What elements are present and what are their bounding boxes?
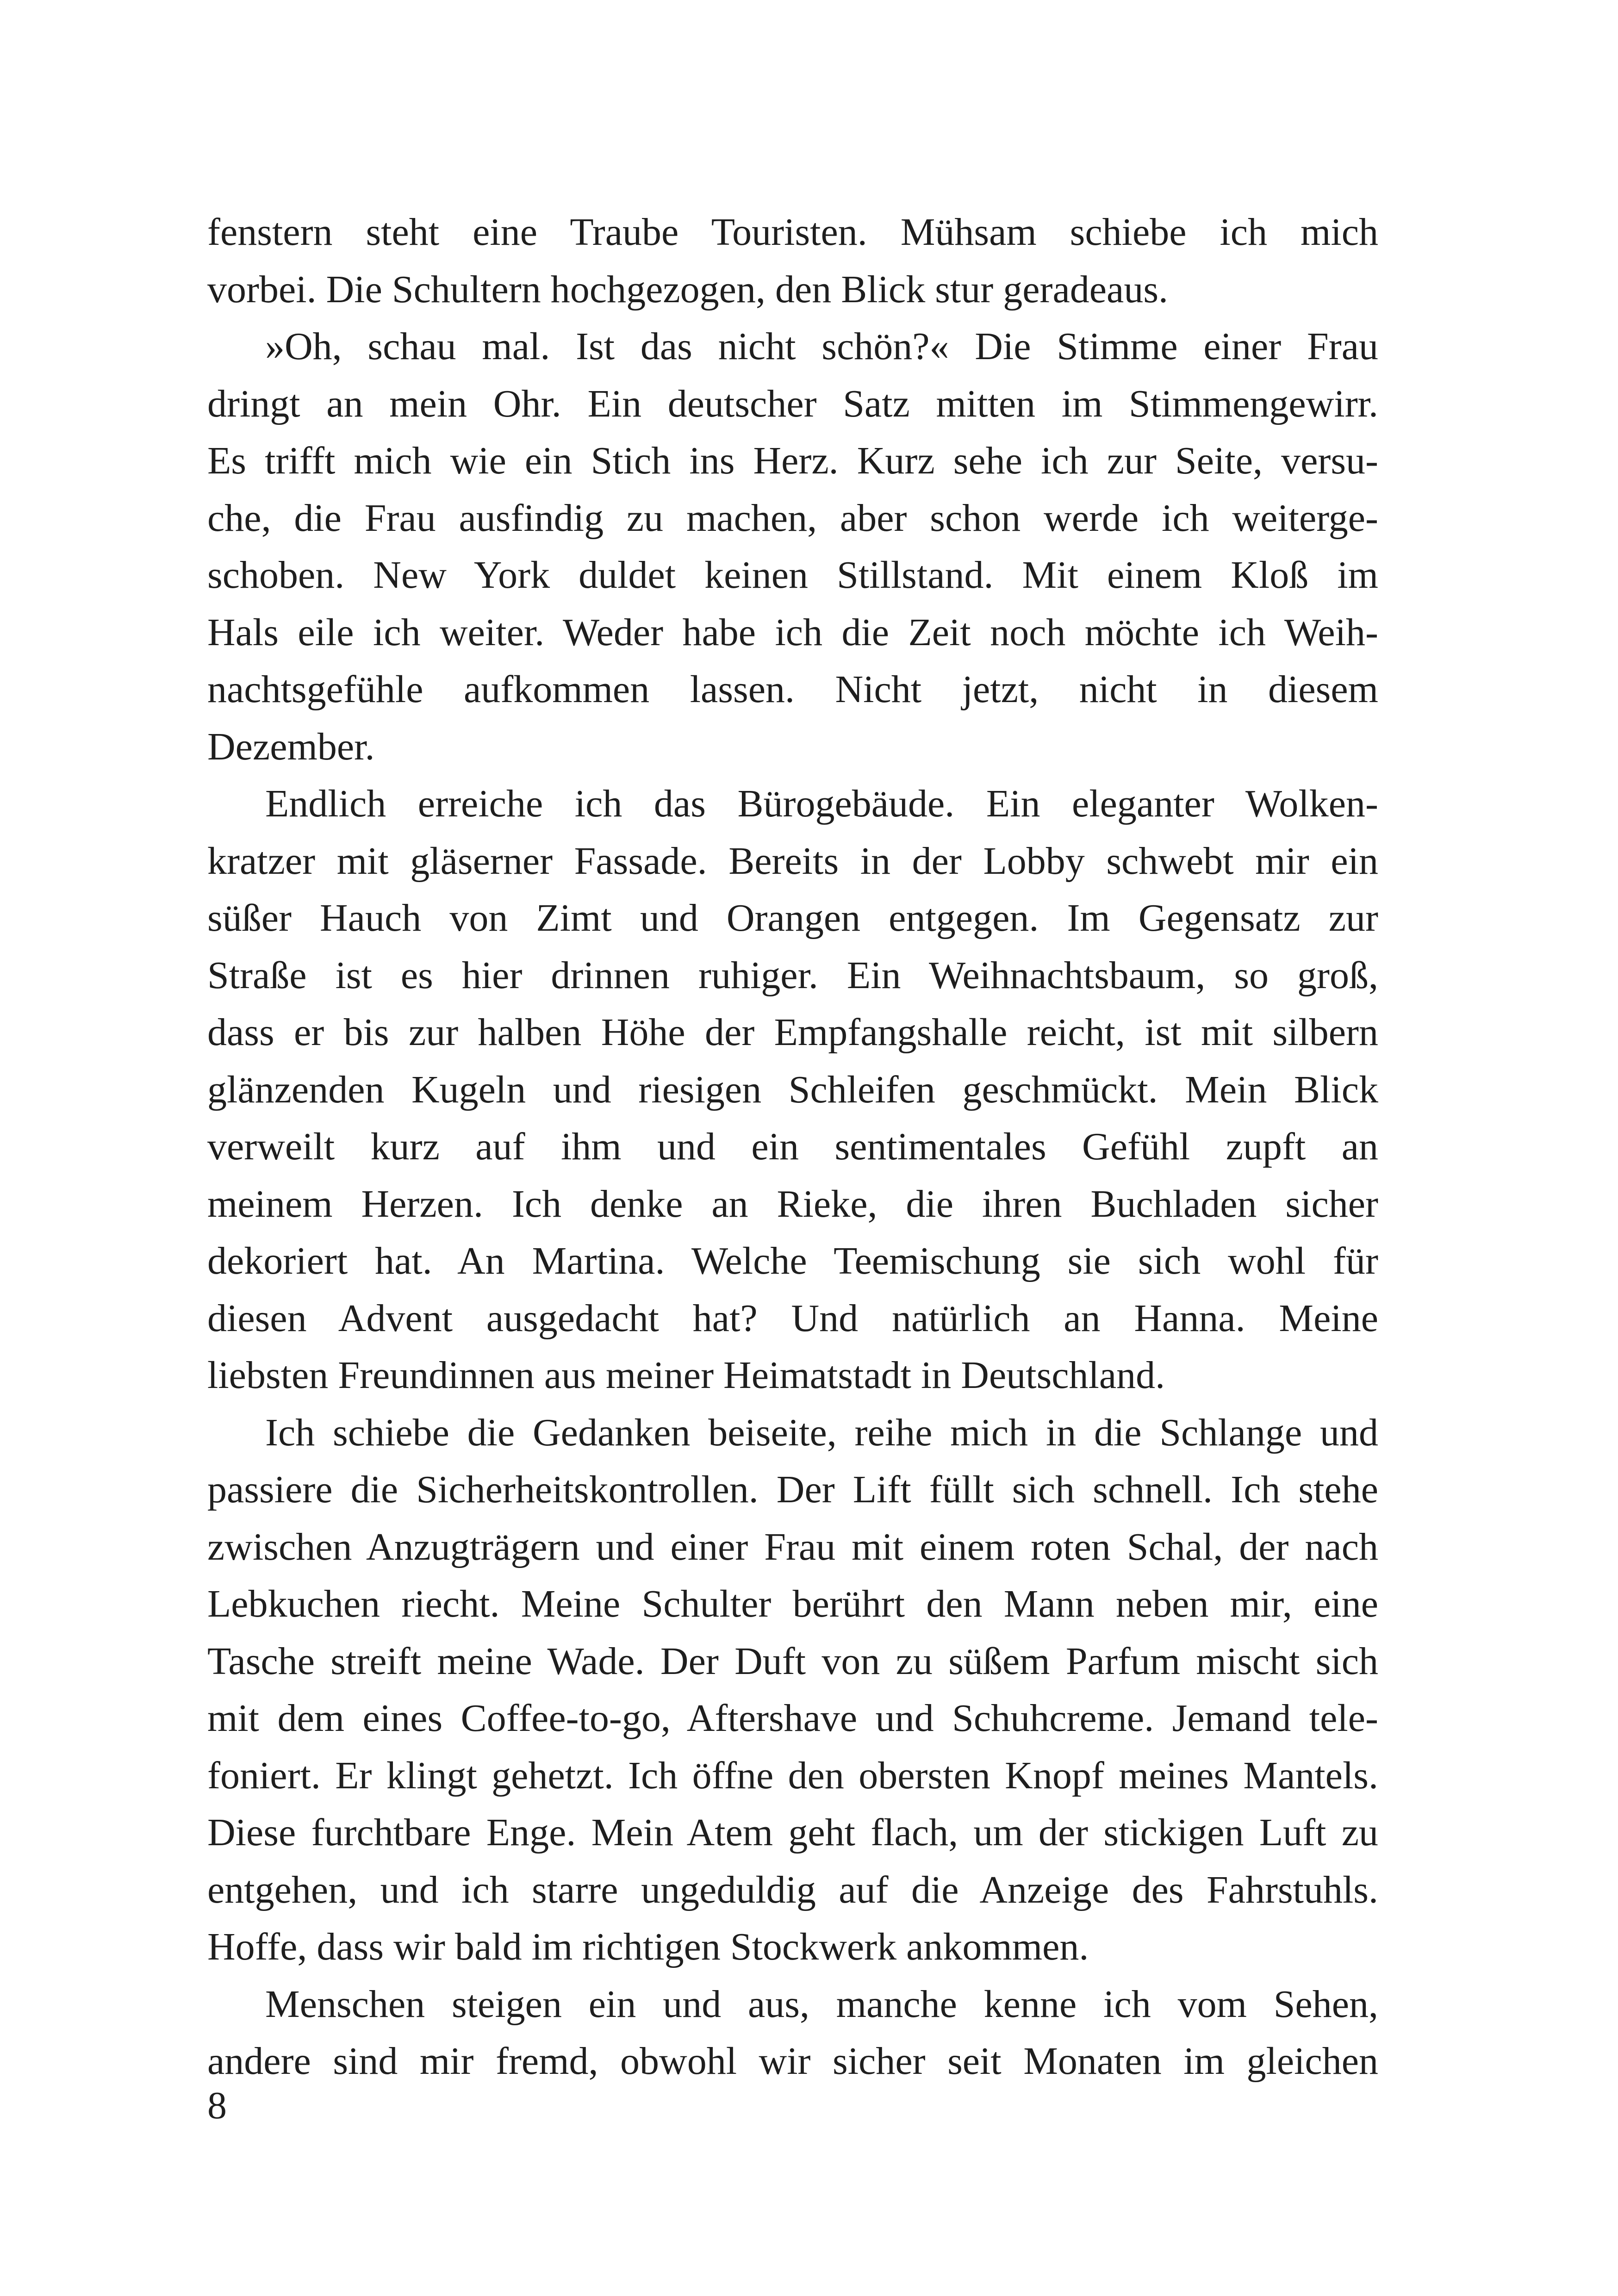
text-line: Dezember. [207, 725, 375, 768]
text-line: kratzer mit gläserner Fassade. Bereits in der Lobby schwebt mir ein [207, 839, 1378, 883]
text-line: Es trifft mich wie ein Stich ins Herz. Kurz sehe ich zur Seite, versu- [207, 439, 1378, 482]
text-line: andere sind mir fremd, obwohl wir sicher seit Monaten im gleichen [207, 2040, 1378, 2083]
text-line: verweilt kurz auf ihm und ein sentimentales Gefühl zupft an [207, 1125, 1378, 1168]
text-line: dekoriert hat. An Martina. Welche Teemischung sie sich wohl für [207, 1239, 1378, 1282]
body-text [207, 204, 1378, 2090]
text-line: Lebkuchen riecht. Meine Schulter berührt den Mann neben mir, eine [207, 1582, 1378, 1625]
text-line: »Oh, schau mal. Ist das nicht schön?« Die Stimme einer Frau [265, 325, 1378, 368]
text-line: zwischen Anzugträgern und einer Frau mit einem roten Schal, der nach [207, 1525, 1378, 1568]
text-line: süßer Hauch von Zimt und Orangen entgegen. Im Gegensatz zur [207, 896, 1378, 940]
text-line: Hoffe, dass wir bald im richtigen Stockwerk ankommen. [207, 1925, 1089, 1968]
text-line: dass er bis zur halben Höhe der Empfangshalle reicht, ist mit silbern [207, 1011, 1378, 1054]
text-line: Ich schiebe die Gedanken beiseite, reihe mich in die Schlange und [265, 1411, 1378, 1454]
text-line: Menschen steigen ein und aus, manche kenne ich vom Sehen, [265, 1982, 1378, 2026]
text-line: passiere die Sicherheitskontrollen. Der Lift füllt sich schnell. Ich stehe [207, 1468, 1378, 1511]
text-line: glänzenden Kugeln und riesigen Schleifen geschmückt. Mein Blick [207, 1068, 1378, 1111]
text-line: Tasche streift meine Wade. Der Duft von zu süßem Parfum mischt sich [207, 1639, 1378, 1683]
text-line: mit dem eines Coffee-to-go, Aftershave und Schuhcreme. Jemand tele- [207, 1697, 1378, 1740]
text-line: foniert. Er klingt gehetzt. Ich öffne den obersten Knopf meines Mantels. [207, 1754, 1378, 1797]
text-line: liebsten Freundinnen aus meiner Heimatstadt in Deutschland. [207, 1354, 1165, 1397]
text-line: meinem Herzen. Ich denke an Rieke, die ihren Buchladen sicher [207, 1182, 1378, 1226]
text-line: schoben. New York duldet keinen Stillstand. Mit einem Kloß im [207, 554, 1378, 597]
text-line: Diese furchtbare Enge. Mein Atem geht flach, um der stickigen Luft zu [207, 1811, 1378, 1854]
text-line: Hals eile ich weiter. Weder habe ich die Zeit noch möchte ich Weih- [207, 610, 1378, 654]
text-line: Straße ist es hier drinnen ruhiger. Ein Weihnachtsbaum, so groß, [207, 953, 1378, 997]
text-line: dringt an mein Ohr. Ein deutscher Satz mitten im Stimmengewirr. [207, 382, 1378, 425]
text-line: diesen Advent ausgedacht hat? Und natürlich an Hanna. Meine [207, 1296, 1378, 1340]
text-line: fenstern steht eine Traube Touristen. Mühsam schiebe ich mich [207, 211, 1378, 254]
text-line: vorbei. Die Schultern hochgezogen, den Blick stur geradeaus. [207, 268, 1169, 311]
text-line: che, die Frau ausfindig zu machen, aber schon werde ich weiterge- [207, 496, 1378, 540]
text-line: Endlich erreiche ich das Bürogebäude. Ein eleganter Wolken- [265, 782, 1378, 825]
text-line: nachtsgefühle aufkommen lassen. Nicht jetzt, nicht in diesem [207, 668, 1378, 711]
page-number: 8 [207, 2084, 227, 2127]
text-line: entgehen, und ich starre ungeduldig auf die Anzeige des Fahrstuhls. [207, 1868, 1378, 1911]
